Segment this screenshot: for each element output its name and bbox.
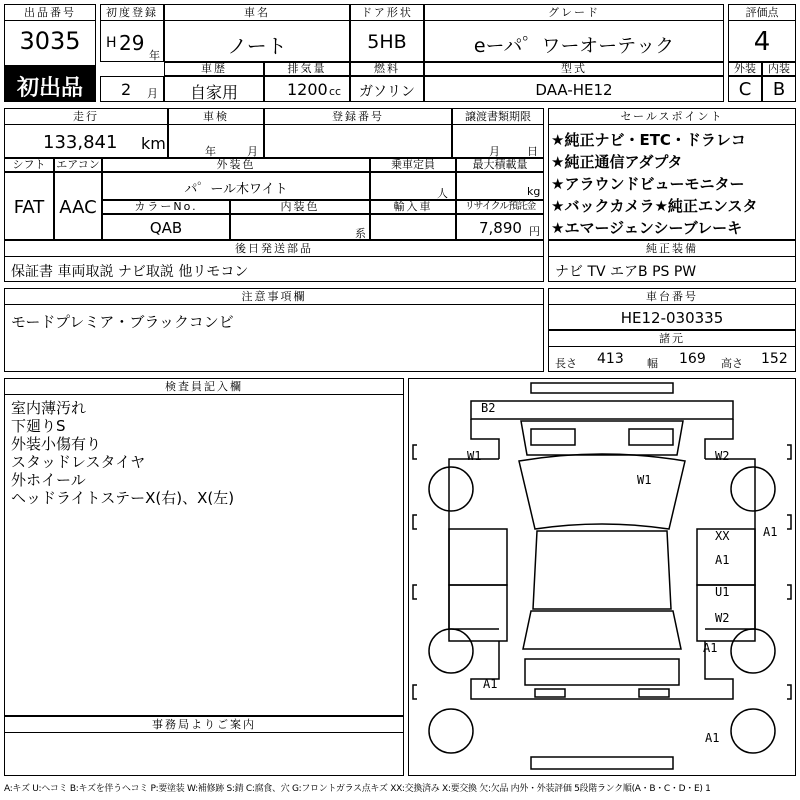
car-name-header: 車名 — [164, 4, 350, 20]
damage-mark: B2 — [481, 401, 496, 415]
history: 自家用 — [189, 83, 238, 102]
equipment-header: 純正装備 — [548, 240, 796, 256]
registration-year: 29 — [119, 31, 145, 55]
damage-mark: W1 — [467, 449, 482, 463]
shift-header: シフト — [4, 158, 54, 172]
specs-cell: 長さ 413 幅 169 高さ 152 — [548, 346, 796, 372]
inspector-line: 室内薄汚れ — [11, 399, 87, 417]
sales-point-item: ★アラウンドビューモニター — [551, 175, 745, 193]
import-cell — [370, 214, 456, 240]
door-type-header: ドア形状 — [350, 4, 424, 20]
inspector-header: 検査員記入欄 — [4, 378, 404, 394]
registration-month-cell: 2 月 — [100, 76, 164, 102]
later-parts-cell — [4, 256, 544, 282]
exterior-grade: C — [738, 79, 752, 100]
first-registration-cell: H 29 年 — [100, 20, 164, 62]
sales-point-item: ★純正ナビ・ETC・ドラレコ — [551, 131, 746, 149]
chassis-number: HE12-030335 — [620, 309, 724, 327]
notes: モードプレミア・ブラックコンビ — [11, 313, 234, 331]
inspector-line: 下廻りS — [11, 417, 66, 435]
width: 169 — [679, 351, 706, 367]
damage-mark: A1 — [703, 641, 718, 655]
exterior-color-cell — [102, 172, 370, 200]
damage-mark: XX — [715, 529, 730, 543]
first-registration-header: 初度登録 — [100, 4, 164, 20]
equipment: ナビ TV エアB PS PW — [555, 264, 697, 280]
model-header: 型式 — [424, 62, 724, 76]
car-outline — [409, 379, 795, 775]
max-load-cell: kg — [456, 172, 544, 200]
inspector-line: ヘッドライトステーX(右)、X(左) — [11, 489, 235, 507]
color-no-cell — [102, 214, 230, 240]
damage-mark: A1 — [763, 525, 778, 539]
inspector-line: 外装小傷有り — [11, 435, 102, 453]
displacement-header: 排気量 — [264, 62, 350, 76]
plate-header: 登録番号 — [264, 108, 452, 124]
recycle-fee: 7,890 — [479, 219, 522, 237]
inspection-header: 車検 — [168, 108, 264, 124]
door-type: 5HB — [367, 31, 407, 53]
shift-cell — [4, 172, 54, 240]
history-header: 車歴 — [164, 62, 264, 76]
aircon-cell — [54, 172, 102, 240]
displacement: 1200 — [287, 80, 328, 99]
aircon-header: エアコン — [54, 158, 102, 172]
notes-cell — [4, 304, 544, 372]
recycle-header: リサイクル預託金 — [456, 200, 544, 214]
model-cell — [424, 76, 724, 102]
inspector-cell — [4, 394, 404, 716]
inspector-line: スタッドレスタイヤ — [11, 453, 146, 471]
plate-cell — [264, 124, 452, 158]
legend: A:キズ U:ヘコミ B:キズを伴うヘコミ P:要塗装 W:補修跡 S:錆 C:腐食、穴 G:フロントガラス点キズ XX:交換済み X:要交換 欠:欠品 内外・外装評価 5段階ランク順(A・B・C・D・E) 1 — [4, 784, 711, 794]
exterior-grade-header: 外装 — [728, 62, 762, 76]
capacity-header: 乗車定員 — [370, 158, 456, 172]
sales-points-header: セールスポイント — [548, 108, 796, 124]
chassis-cell — [548, 304, 796, 330]
sales-point-item: ★純正通信アダプタ — [551, 153, 683, 171]
score-header: 評価点 — [728, 4, 796, 20]
score-cell — [728, 20, 796, 62]
registration-month: 2 — [121, 80, 132, 99]
interior-color-header: 内装色 — [230, 200, 370, 214]
fuel-header: 燃料 — [350, 62, 424, 76]
exterior-color-header: 外装色 — [102, 158, 370, 172]
damage-mark: A1 — [705, 731, 720, 745]
later-parts-header: 後日発送部品 — [4, 240, 544, 256]
car-damage-diagram — [408, 378, 796, 776]
mileage-cell: 133,841 km — [4, 124, 168, 158]
interior-color-cell: 系 — [230, 214, 370, 240]
displacement-cell: 1200 cc — [264, 76, 350, 102]
color-no: QAB — [149, 219, 183, 237]
specs-header: 諸元 — [548, 330, 796, 346]
damage-mark: A1 — [483, 677, 498, 691]
office-cell — [4, 732, 404, 776]
import-header: 輸入車 — [370, 200, 456, 214]
grade-cell — [424, 20, 724, 62]
damage-mark: W2 — [715, 449, 730, 463]
equipment-cell — [548, 256, 796, 282]
office-header: 事務局よりご案内 — [4, 716, 404, 732]
transfer-doc-cell: 月 日 — [452, 124, 544, 158]
notes-header: 注意事項欄 — [4, 288, 544, 304]
sales-point-item: ★バックカメラ★純正エンスタ — [551, 197, 758, 215]
length: 413 — [597, 351, 624, 367]
recycle-cell: 7,890 円 — [456, 214, 544, 240]
fuel: ガソリン — [359, 84, 415, 100]
interior-grade: B — [772, 79, 786, 100]
fuel-cell — [350, 76, 424, 102]
transfer-doc-header: 譲渡書類期限 — [452, 108, 544, 124]
mileage: 133,841 — [43, 132, 118, 153]
damage-mark: W2 — [715, 611, 730, 625]
exterior-grade-cell — [728, 76, 762, 102]
grade: eーパ゜ワーオーテック — [473, 35, 675, 57]
interior-grade-header: 内装 — [762, 62, 796, 76]
lot-number-header: 出品番号 — [4, 4, 96, 20]
shift: FAT — [13, 197, 45, 218]
chassis-header: 車台番号 — [548, 288, 796, 304]
score: 4 — [753, 27, 771, 57]
damage-mark: A1 — [715, 553, 730, 567]
exterior-color: パ゜ール木ワイト — [184, 182, 288, 197]
interior-grade-cell — [762, 76, 796, 102]
later-parts: 保証書 車両取説 ナビ取説 他リモコン — [11, 264, 249, 280]
height: 152 — [761, 351, 788, 367]
damage-mark: U1 — [715, 585, 730, 599]
lot-number-cell — [4, 20, 96, 66]
grade-header: グレード — [424, 4, 724, 20]
model: DAA-HE12 — [535, 81, 613, 99]
first-listing-badge: 初出品 — [4, 66, 96, 102]
color-no-header: カラーNo. — [102, 200, 230, 214]
damage-mark: W1 — [637, 473, 652, 487]
sales-points-cell — [548, 124, 796, 240]
aircon: AAC — [59, 197, 97, 218]
inspection-cell: 年 月 — [168, 124, 264, 158]
car-name-cell — [164, 20, 350, 62]
capacity-cell: 人 — [370, 172, 456, 200]
history-cell — [164, 76, 264, 102]
max-load-header: 最大積載量 — [456, 158, 544, 172]
car-name: ノート — [227, 34, 287, 58]
mileage-header: 走行 — [4, 108, 168, 124]
sales-point-item: ★エマージェンシーブレーキ — [551, 219, 743, 237]
inspector-line: 外ホイール — [11, 471, 86, 489]
door-type-cell — [350, 20, 424, 62]
lot-number: 3035 — [19, 27, 81, 55]
